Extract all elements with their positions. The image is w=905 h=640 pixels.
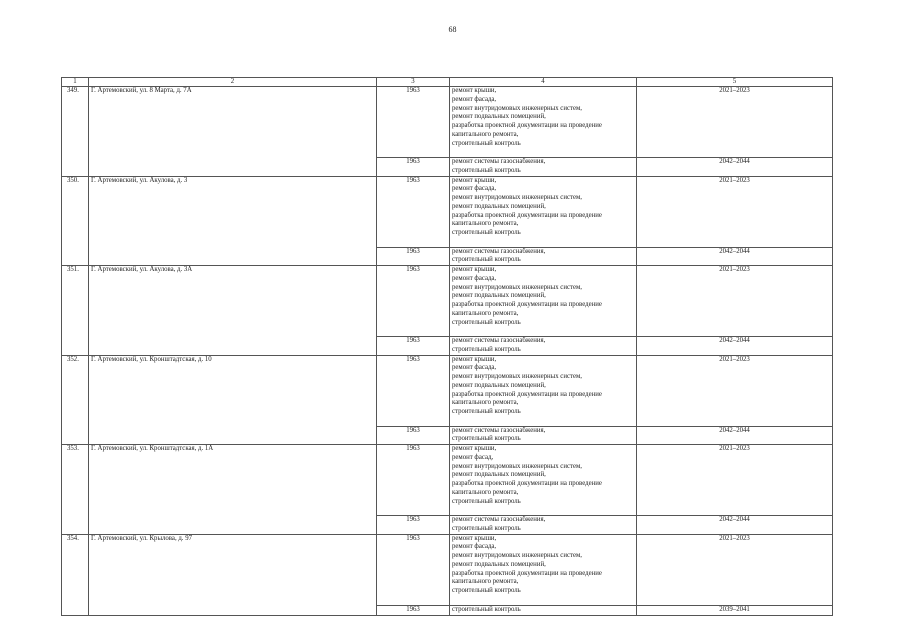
works-cell (450, 605, 637, 615)
address-cell: Г. Артемовский, ул. Крылова, д. 97 (89, 534, 377, 615)
work-item: строительный контроль (452, 166, 521, 174)
work-item: ремонт подвальных помещений, (452, 471, 546, 479)
work-item: ремонт системы газоснабжения, (452, 337, 546, 344)
work-item: строительный контроль (452, 318, 521, 326)
work-item: ремонт фасад, (452, 453, 494, 461)
row-number-cell: 350. (62, 176, 89, 266)
work-item: капитального ремонта, (452, 130, 519, 138)
period-cell: 2042–2044 (637, 337, 833, 356)
work-item: ремонт фасада, (452, 274, 497, 282)
period-cell: 2021–2023 (637, 266, 833, 337)
work-item: ремонт системы газоснабжения, (452, 158, 546, 165)
table-row (62, 266, 833, 337)
period-cell: 2042–2044 (637, 516, 833, 535)
work-item: строительный контроль (452, 587, 521, 594)
work-item: строительный контроль (452, 497, 521, 505)
period-cell: 2021–2023 (637, 445, 833, 516)
header-cell-3: 3 (377, 78, 450, 87)
work-item: строительный контроль (452, 605, 521, 613)
works-cell (450, 247, 637, 266)
year-cell: 1963 (377, 176, 450, 247)
work-item: разработка проектной документации на проведение (452, 211, 602, 219)
year-cell: 1963 (377, 355, 450, 426)
works-cell (450, 426, 637, 445)
year-cell: 1963 (377, 337, 450, 356)
work-item: ремонт внутридомовых инженерных систем, (452, 462, 582, 470)
work-item: разработка проектной документации на проведение (452, 301, 602, 308)
work-item: разработка проектной документации на проведение (452, 122, 602, 129)
work-item: ремонт подвальных помещений, (452, 202, 546, 210)
work-item: строительный контроль (452, 256, 521, 264)
table-body (62, 78, 833, 616)
work-item: ремонт внутридомовых инженерных систем, (452, 194, 582, 201)
work-item: ремонт крыши, (452, 266, 497, 273)
works-cell (450, 355, 637, 426)
header-cell-2: 2 (89, 78, 377, 87)
works-cell (450, 158, 637, 177)
works-cell (450, 87, 637, 158)
work-item: ремонт крыши, (452, 445, 497, 452)
table-row (62, 534, 833, 605)
period-cell: 2021–2023 (637, 534, 833, 605)
work-item: ремонт подвальных помещений, (452, 560, 546, 568)
work-item: ремонт подвальных помещений, (452, 292, 546, 300)
table-row (62, 176, 833, 247)
work-item: ремонт внутридомовых инженерных систем, (452, 373, 582, 380)
row-number-cell: 351. (62, 266, 89, 356)
work-item: строительный контроль (452, 408, 521, 415)
work-item: капитального ремонта, (452, 309, 519, 317)
works-cell (450, 337, 637, 356)
header-cell-5: 5 (637, 78, 833, 87)
work-item: ремонт внутридомовых инженерных систем, (452, 104, 582, 112)
works-cell (450, 445, 637, 516)
year-cell: 1963 (377, 158, 450, 177)
work-item: ремонт фасада, (452, 185, 497, 193)
work-item: строительный контроль (452, 435, 521, 443)
address-cell: Г. Артемовский, ул. Акулова, д. 3А (89, 266, 377, 356)
repair-schedule-table (61, 77, 833, 616)
work-item: строительный контроль (452, 524, 521, 532)
work-item: строительный контроль (452, 139, 521, 147)
year-cell: 1963 (377, 605, 450, 615)
row-number-cell: 354. (62, 534, 89, 615)
work-item: ремонт системы газоснабжения, (452, 426, 546, 434)
header-row (62, 78, 833, 87)
year-cell: 1963 (377, 516, 450, 535)
year-cell: 1963 (377, 445, 450, 516)
work-item: разработка проектной документации на проведение (452, 480, 602, 487)
year-cell: 1963 (377, 534, 450, 605)
work-item: ремонт крыши, (452, 534, 497, 542)
period-cell: 2021–2023 (637, 355, 833, 426)
period-cell: 2042–2044 (637, 426, 833, 445)
work-item: капитального ремонта, (452, 220, 519, 228)
work-item: ремонт внутридомовых инженерных систем, (452, 552, 582, 559)
period-cell: 2042–2044 (637, 247, 833, 266)
period-cell: 2021–2023 (637, 87, 833, 158)
year-cell: 1963 (377, 247, 450, 266)
header-cell-1: 1 (62, 78, 89, 87)
work-item: капитального ремонта, (452, 399, 519, 407)
work-item: капитального ремонта, (452, 578, 519, 586)
row-number-cell: 349. (62, 87, 89, 177)
year-cell: 1963 (377, 426, 450, 445)
work-item: капитального ремонта, (452, 488, 519, 496)
work-item: ремонт фасада, (452, 364, 497, 372)
table-row (62, 355, 833, 426)
work-item: ремонт внутридомовых инженерных систем, (452, 283, 582, 291)
table-row (62, 87, 833, 158)
period-cell: 2039–2041 (637, 605, 833, 615)
period-cell: 2021–2023 (637, 176, 833, 247)
work-item: ремонт фасада, (452, 543, 497, 551)
period-cell: 2042–2044 (637, 158, 833, 177)
address-cell: Г. Артемовский, ул. Кронштадтская, д. 10 (89, 355, 377, 445)
work-item: ремонт крыши, (452, 176, 497, 184)
work-item: разработка проектной документации на проведение (452, 569, 602, 577)
works-cell (450, 266, 637, 337)
address-cell: Г. Артемовский, ул. Акулова, д. 3 (89, 176, 377, 266)
work-item: строительный контроль (452, 229, 521, 236)
works-cell (450, 176, 637, 247)
work-item: ремонт фасада, (452, 95, 497, 103)
works-cell (450, 534, 637, 605)
year-cell: 1963 (377, 87, 450, 158)
work-item: ремонт системы газоснабжения, (452, 516, 546, 523)
works-cell (450, 516, 637, 535)
work-item: ремонт системы газоснабжения, (452, 247, 546, 255)
address-cell: Г. Артемовский, ул. 8 Марта, д. 7А (89, 87, 377, 177)
work-item: разработка проектной документации на проведение (452, 390, 602, 398)
work-item: ремонт подвальных помещений, (452, 113, 546, 121)
work-item: ремонт подвальных помещений, (452, 381, 546, 389)
row-number-cell: 352. (62, 355, 89, 445)
work-item: ремонт крыши, (452, 355, 497, 363)
work-item: ремонт крыши, (452, 87, 497, 94)
header-cell-4: 4 (450, 78, 637, 87)
table-row (62, 445, 833, 516)
address-cell: Г. Артемовский, ул. Кронштадтская, д. 1А (89, 445, 377, 535)
year-cell: 1963 (377, 266, 450, 337)
row-number-cell: 353. (62, 445, 89, 535)
work-item: строительный контроль (452, 345, 521, 353)
page-number: 68 (448, 25, 457, 34)
